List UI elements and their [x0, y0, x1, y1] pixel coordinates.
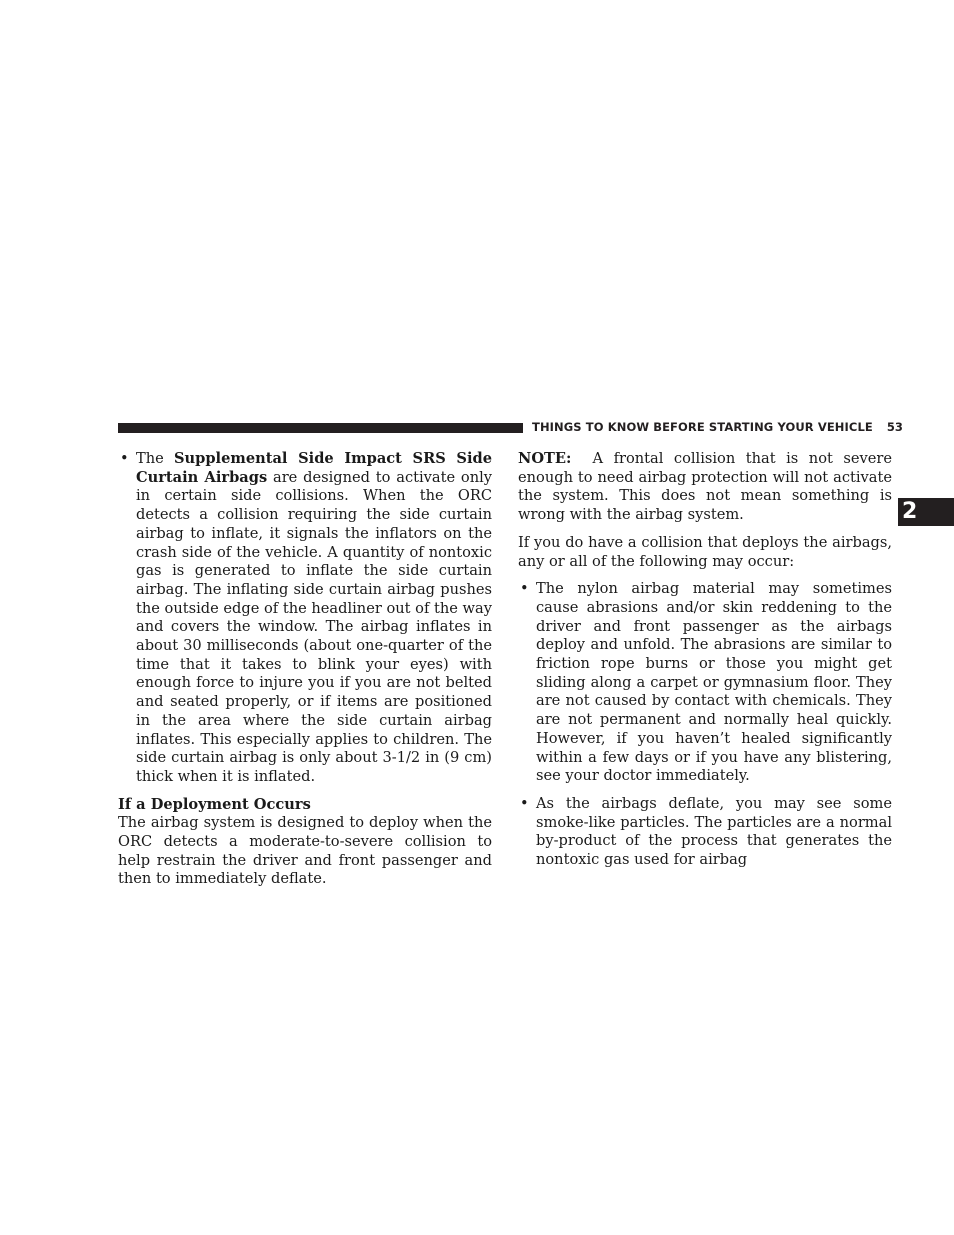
paragraph: If you do have a collision that deploys the airbags, any or all of the following may occur:	[518, 533, 892, 570]
section-title: THINGS TO KNOW BEFORE STARTING YOUR VEHICLE	[532, 420, 873, 434]
paragraph: The airbag system is designed to deploy when the ORC detects a moderate-to-severe collision to help restrain the driver and front passenger and then to immediately deflate.	[118, 814, 492, 888]
list-item	[518, 580, 892, 786]
bullet-text: As the airbags deflate, you may see some smoke-like particles. The particles are a normal by-product of the process that generates the nontoxic gas used for airbag	[536, 794, 892, 869]
bullet-icon: •	[520, 580, 529, 598]
page-number: 53	[886, 420, 904, 434]
bullet-text: are designed to activate only in certain side collisions. When the ORC detects a collision requiring the side curtain airbag to inflate, it signals the inflators on the crash side of the vehicle. A quantity of nontoxic gas is generated to inflate the side curtain airbag. The inflating side curtain airbag pushes the outside edge of the headliner out of the way and covers the window. The airbag inflates in about 30 milliseconds (about one-quarter of the time that it takes to blink your eyes) with enough force to injure you if you are not belted and seated properly, or if items are positioned in the area where the side curtain airbag inflates. This especially applies to children. The side curtain airbag is only about 3-1/2 in (9 cm) thick when it is inflated.	[136, 468, 493, 785]
note-text: A frontal collision that is not severe enough to need airbag protection will not activate the system. This does not mean something is wrong with the airbag system.	[518, 450, 892, 524]
bullet-icon: •	[520, 794, 529, 812]
chapter-tab: 2	[898, 498, 954, 526]
note	[518, 450, 892, 525]
list-item	[118, 450, 492, 787]
bullet-bold-term: Supplemental Side Impact SRS Side Curtain Airbags	[136, 450, 492, 486]
bullet-icon: •	[120, 450, 129, 467]
note-label: NOTE:	[518, 450, 572, 467]
bullet-lead: The	[136, 450, 164, 467]
bullet-text: The nylon airbag material may sometimes cause abrasions and/or skin reddening to the driver and front passenger as the airbags deploy and unfold. The abrasions are similar to friction rope burns or those you might get sliding along a carpet or gymnasium floor. They are not caused by contact with chemicals. They are not permanent and normally heal quickly. However, if you haven’t healed significantly within a few days or if you have any blistering, see your doctor immediately.	[536, 580, 892, 785]
running-header	[532, 420, 904, 434]
list-item	[518, 795, 892, 870]
header-rule	[118, 423, 523, 433]
right-column	[518, 450, 892, 870]
left-column	[118, 450, 492, 889]
section-heading: If a Deployment Occurs	[118, 795, 311, 813]
